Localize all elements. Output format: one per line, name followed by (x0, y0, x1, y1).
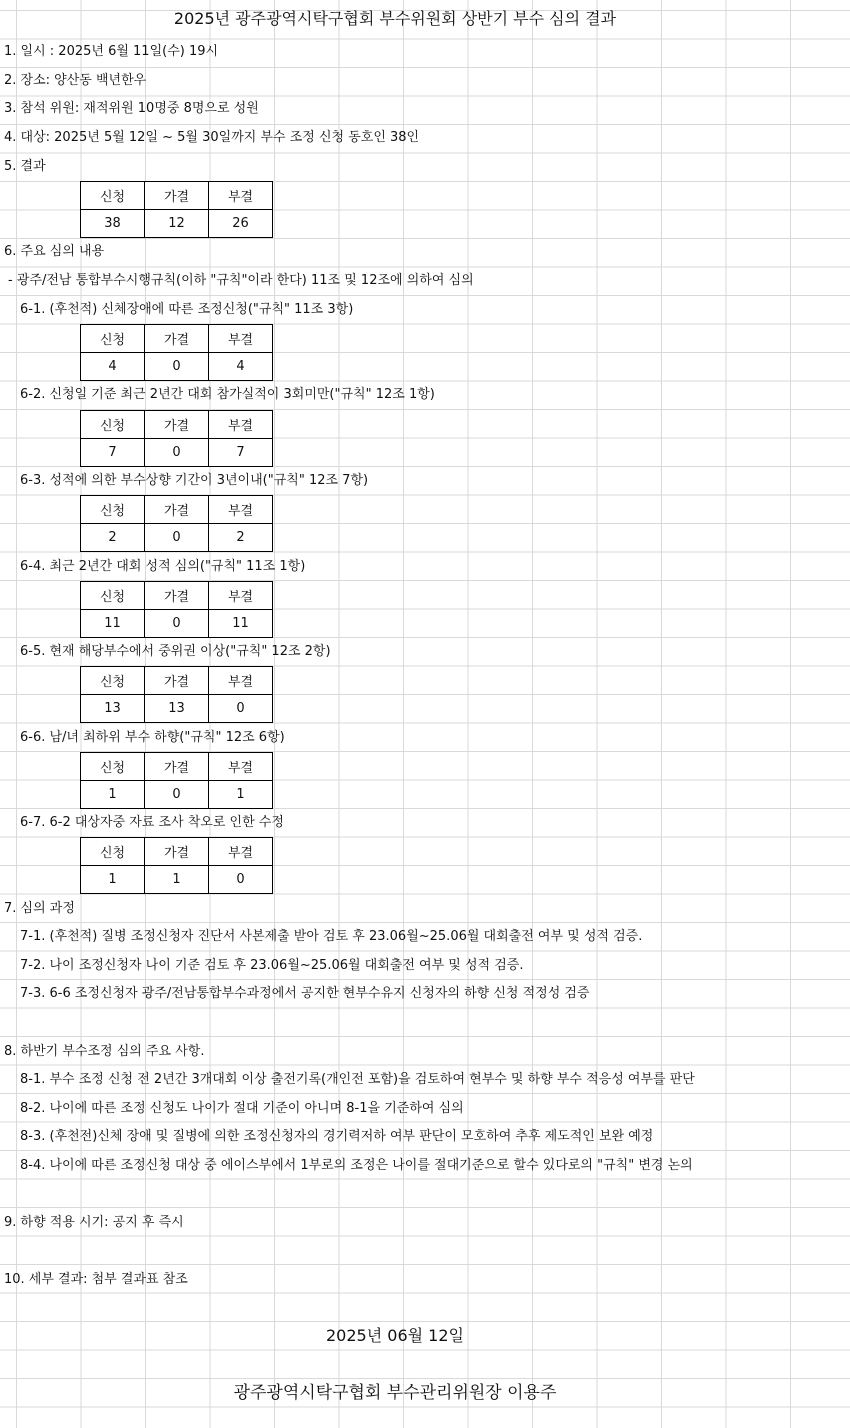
value-reject: 11 (209, 610, 273, 638)
value-reject: 0 (209, 695, 273, 723)
item-result: 5. 결과 (4, 159, 46, 174)
table-header-row (81, 325, 273, 353)
value-apply: 1 (81, 781, 145, 809)
table-row (81, 353, 273, 381)
header-apply: 신청 (81, 753, 145, 781)
second-half-line: 8-3. (후천전)신체 장애 및 질병에 의한 조정신청자의 경기력저하 여부 판단이 모호하여 추후 제도적인 보완 예정 (20, 1129, 654, 1144)
value-apply: 4 (81, 353, 145, 381)
details: 10. 세부 결과: 첨부 결과표 참조 (4, 1272, 188, 1287)
value-apply: 11 (81, 610, 145, 638)
section-label: 6-6. 남/녀 최하위 부수 하향("규칙" 12조 6항) (20, 730, 285, 745)
value-reject: 1 (209, 781, 273, 809)
table-row (81, 524, 273, 552)
header-apply: 신청 (81, 182, 145, 210)
result-table-6-3 (80, 495, 273, 552)
header-apply: 신청 (81, 325, 145, 353)
value-apply: 1 (81, 866, 145, 894)
header-approve: 가결 (145, 582, 209, 610)
value-reject: 0 (209, 866, 273, 894)
process-heading: 7. 심의 과정 (4, 901, 75, 916)
header-apply: 신청 (81, 838, 145, 866)
result-table-6-1 (80, 324, 273, 381)
section-label: 6-4. 최근 2년간 대회 성적 심의("규칙" 11조 1항) (20, 559, 306, 574)
second-half-heading: 8. 하반기 부수조정 심의 주요 사항. (4, 1044, 205, 1059)
item-target: 4. 대상: 2025년 5월 12일 ~ 5월 30일까지 부수 조정 신청 동호인 38인 (4, 130, 420, 145)
value-apply: 2 (81, 524, 145, 552)
section-label: 6-3. 성적에 의한 부수상향 기간이 3년이내("규칙" 12조 7항) (20, 473, 369, 488)
table-header-row (81, 753, 273, 781)
item-date: 1. 일시 : 2025년 6월 11일(수) 19시 (4, 44, 219, 59)
table-row (81, 610, 273, 638)
value-approve: 1 (145, 866, 209, 894)
table-header-row (81, 667, 273, 695)
value-approve: 0 (145, 610, 209, 638)
section-label: 6-7. 6-2 대상자중 자료 조사 착오로 인한 수정 (20, 815, 284, 830)
header-approve: 가결 (145, 496, 209, 524)
section-label: 6-1. (후천적) 신체장애에 따른 조정신청("규칙" 11조 3항) (20, 302, 354, 317)
header-reject: 부결 (209, 838, 273, 866)
signature: 광주광역시탁구협회 부수관리위원장 이용주 (233, 1383, 557, 1403)
table-header-row (81, 496, 273, 524)
header-approve: 가결 (145, 325, 209, 353)
value-apply: 13 (81, 695, 145, 723)
process-line: 7-2. 나이 조정신청자 나이 기준 검토 후 23.06월~25.06월 대회출전 여부 및 성적 검증. (20, 958, 524, 973)
header-approve: 가결 (145, 667, 209, 695)
review-heading: 6. 주요 심의 내용 (4, 244, 105, 259)
result-table-6-7 (80, 837, 273, 894)
section-label: 6-2. 신청일 기준 최근 2년간 대회 참가실적이 3회미만("규칙" 12조 1항) (20, 387, 435, 402)
value-apply: 7 (81, 439, 145, 467)
header-apply: 신청 (81, 411, 145, 439)
result-table-6-4 (80, 581, 273, 638)
item-attendance: 3. 참석 위원: 재적위원 10명중 8명으로 성원 (4, 101, 259, 116)
review-basis: - 광주/전남 통합부수시행규칙(이하 "규칙"이라 한다) 11조 및 12조에 의하여 심의 (8, 273, 474, 288)
table-header-row (81, 411, 273, 439)
apply-time: 9. 하향 적용 시기: 공지 후 즉시 (4, 1215, 184, 1230)
result-table-6-2 (80, 410, 273, 467)
value-reject: 26 (209, 210, 273, 238)
value-reject: 7 (209, 439, 273, 467)
process-line: 7-3. 6-6 조정신청자 광주/전남통합부수과정에서 공지한 현부수유지 신청자의 하향 신청 적정성 검증 (20, 986, 590, 1001)
value-approve: 0 (145, 781, 209, 809)
header-reject: 부결 (209, 667, 273, 695)
table-row (81, 866, 273, 894)
document-title: 2025년 광주광역시탁구협회 부수위원회 상반기 부수 심의 결과 (173, 9, 617, 28)
header-apply: 신청 (81, 582, 145, 610)
header-reject: 부결 (209, 496, 273, 524)
table-header-row (81, 582, 273, 610)
value-approve: 12 (145, 210, 209, 238)
header-reject: 부결 (209, 411, 273, 439)
value-reject: 4 (209, 353, 273, 381)
header-reject: 부결 (209, 182, 273, 210)
header-apply: 신청 (81, 496, 145, 524)
table-header-row (81, 838, 273, 866)
value-reject: 2 (209, 524, 273, 552)
value-approve: 0 (145, 524, 209, 552)
table-row (81, 439, 273, 467)
result-table-total (80, 181, 273, 238)
table-header-row (81, 182, 273, 210)
value-approve: 0 (145, 353, 209, 381)
header-reject: 부결 (209, 325, 273, 353)
header-reject: 부결 (209, 753, 273, 781)
second-half-line: 8-4. 나이에 따른 조정신청 대상 중 에이스부에서 1부로의 조정은 나이를 절대기준으로 할수 있다로의 "규칙" 변경 논의 (20, 1158, 693, 1173)
header-approve: 가결 (145, 182, 209, 210)
value-approve: 13 (145, 695, 209, 723)
table-row (81, 210, 273, 238)
process-line: 7-1. (후천적) 질병 조정신청자 진단서 사본제출 받아 검토 후 23.06월~25.06월 대회출전 여부 및 성적 검증. (20, 929, 643, 944)
second-half-line: 8-2. 나이에 따른 조정 신청도 나이가 절대 기준이 아니며 8-1을 기준하여 심의 (20, 1101, 464, 1116)
result-table-6-5 (80, 666, 273, 723)
header-approve: 가결 (145, 753, 209, 781)
header-approve: 가결 (145, 411, 209, 439)
second-half-line: 8-1. 부수 조정 신청 전 2년간 3개대회 이상 출전기록(개인전 포함)을 검토하여 현부수 및 하향 부수 적응성 여부를 판단 (20, 1072, 695, 1087)
section-label: 6-5. 현재 해당부수에서 중위권 이상("규칙" 12조 2항) (20, 644, 331, 659)
value-apply: 38 (81, 210, 145, 238)
table-row (81, 781, 273, 809)
result-table-6-6 (80, 752, 273, 809)
issue-date: 2025년 06월 12일 (326, 1326, 464, 1345)
header-apply: 신청 (81, 667, 145, 695)
table-row (81, 695, 273, 723)
value-approve: 0 (145, 439, 209, 467)
header-approve: 가결 (145, 838, 209, 866)
item-place: 2. 장소: 양산동 백년한우 (4, 73, 147, 88)
header-reject: 부결 (209, 582, 273, 610)
